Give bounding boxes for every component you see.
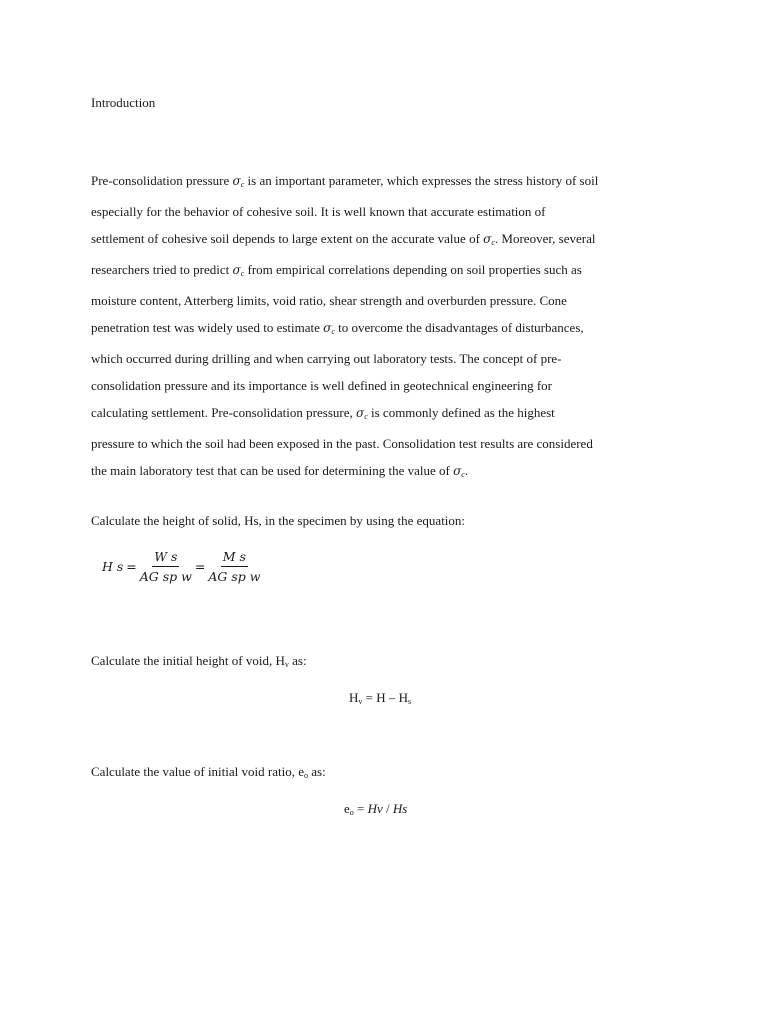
step2-text-main: Calculate the initial height of void, H: [91, 653, 285, 668]
paragraph-text: the main laboratory test that can be used for determining the value of: [91, 463, 454, 478]
height-of-solid-equation: [102, 546, 262, 586]
paragraph-line: [91, 287, 691, 314]
eq-hv-sub: v: [358, 697, 363, 706]
paragraph-line: [91, 198, 691, 225]
eq-hv: Hv: [367, 801, 383, 816]
eq-hv-rest: = H – H: [362, 690, 408, 705]
eq-slash: /: [382, 801, 393, 816]
paragraph-text: from empirical correlations depending on soil properties such as: [244, 262, 582, 277]
step3-text: [91, 764, 326, 780]
paragraph-line: [91, 345, 691, 372]
sigma-subscript: c: [240, 269, 245, 278]
paragraph-text: pressure to which the soil had been exposed in the past. Consolidation test results are considered: [91, 436, 593, 451]
eq-sign-2: =: [194, 558, 206, 574]
fraction-ws: [138, 549, 194, 584]
step2-text-sub: v: [284, 660, 289, 669]
sigma-subscript: c: [331, 327, 335, 336]
eq-hs: Hs: [392, 801, 408, 816]
eq-e-sub: o: [349, 808, 354, 817]
paragraph-line: [91, 225, 691, 256]
section-heading: Introduction: [91, 95, 156, 110]
step1-text: Calculate the height of solid, Hs, in the specimen by using the equation:: [91, 513, 466, 528]
paragraph-line: [91, 399, 691, 430]
sigma-symbol: σ: [323, 321, 332, 335]
fraction-ms: [206, 549, 262, 584]
paragraph-text: especially for the behavior of cohesive soil. It is well known that accurate estimation of: [91, 204, 546, 219]
paragraph-text: settlement of cohesive soil depends to large extent on the accurate value of: [91, 231, 484, 246]
paragraph-text: Pre-consolidation pressure: [91, 173, 233, 188]
paragraph-text: is commonly defined as the highest: [367, 405, 555, 420]
paragraph-line: [91, 372, 691, 399]
paragraph-line: [91, 167, 691, 198]
paragraph-text: calculating settlement. Pre-consolidation pressure,: [91, 405, 356, 420]
fraction-ws-denominator: AG sp w: [139, 568, 192, 584]
sigma-symbol: σ: [355, 406, 365, 420]
eq-e-equals: =: [353, 801, 368, 816]
sigma-subscript: c: [240, 180, 245, 189]
paragraph-text: .: [464, 463, 469, 478]
paragraph-text: moisture content, Atterberg limits, void ratio, shear strength and overburden pressure. Cone: [91, 293, 567, 308]
fraction-ms-denominator: AG sp w: [208, 568, 261, 584]
sigma-subscript: c: [461, 470, 465, 479]
sigma-symbol: σ: [453, 464, 462, 478]
paragraph-line: [91, 256, 691, 287]
step3-text-tail: as:: [307, 764, 326, 779]
paragraph-line: [91, 430, 691, 457]
step2-text: [91, 653, 307, 669]
sigma-subscript: c: [491, 238, 495, 247]
eq-sign-1: =: [126, 558, 137, 574]
eq-lhs: H s: [102, 558, 124, 574]
step3-text-main: Calculate the value of initial void ratio, e: [91, 764, 304, 779]
paragraph-text: is an important parameter, which expresses the stress history of soil: [244, 173, 599, 188]
paragraph-text: researchers tried to predict: [91, 262, 233, 277]
sigma-symbol: σ: [232, 174, 241, 188]
intro-paragraph: [91, 167, 691, 488]
paragraph-line: [91, 457, 691, 488]
void-height-equation: [349, 690, 411, 706]
sigma-symbol: σ: [483, 232, 492, 246]
void-ratio-equation: [344, 801, 407, 817]
fraction-ws-numerator: W s: [152, 549, 179, 567]
paragraph-text: . Moreover, several: [494, 231, 596, 246]
paragraph-text: which occurred during drilling and when carrying out laboratory tests. The concept of pre-: [91, 351, 562, 366]
fraction-ms-numerator: M s: [221, 549, 248, 567]
step3-text-sub: o: [303, 771, 308, 780]
eq-hs-sub: s: [408, 697, 412, 706]
sigma-subscript: c: [364, 412, 368, 421]
paragraph-line: [91, 314, 691, 345]
paragraph-text: penetration test was widely used to estimate: [91, 320, 324, 335]
paragraph-text: to overcome the disadvantages of disturbances,: [334, 320, 584, 335]
eq-e: e: [344, 801, 350, 816]
paragraph-text: consolidation pressure and its importance is well defined in geotechnical engineering for: [91, 378, 552, 393]
eq-hv-h: H: [349, 690, 359, 705]
sigma-symbol: σ: [232, 263, 241, 277]
step2-text-tail: as:: [288, 653, 307, 668]
